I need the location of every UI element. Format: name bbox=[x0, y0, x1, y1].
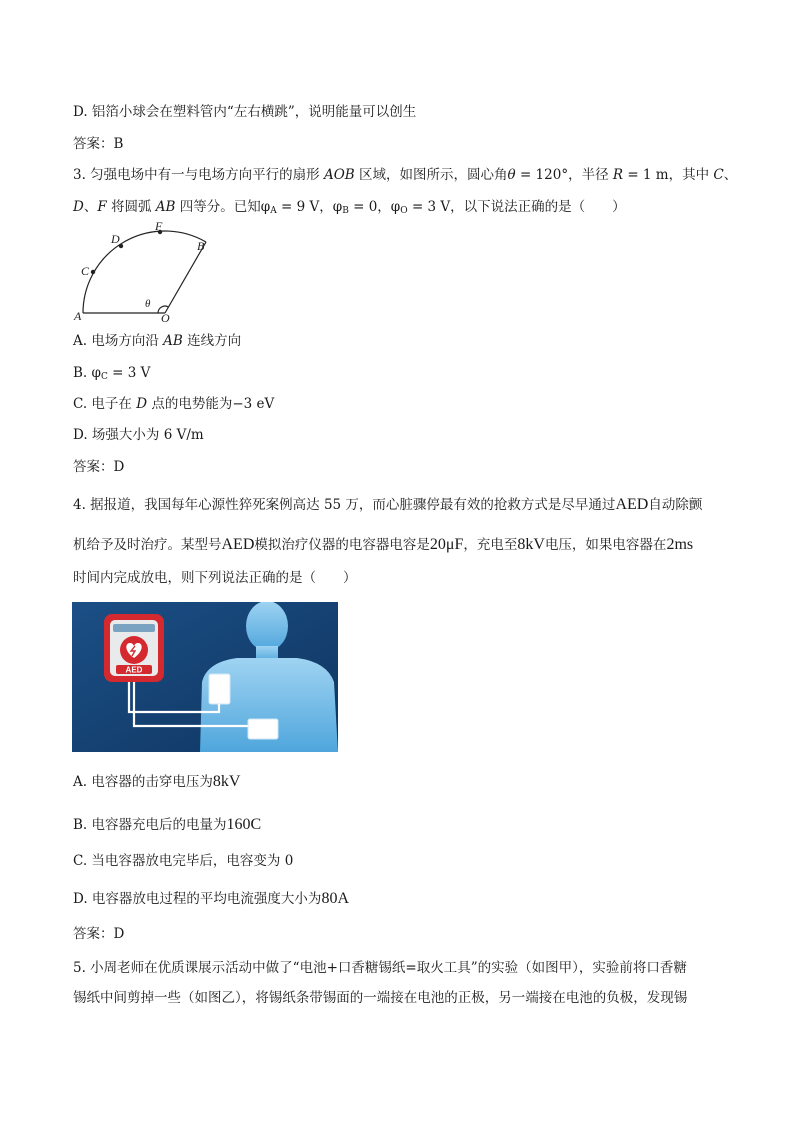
q5-stem-line1: 5. 小周老师在优质课展示活动中做了“电池+口香糖锡纸=取火工具”的实验（如图甲），实验前将口香糖 bbox=[73, 960, 687, 976]
upper-electrode-pad bbox=[209, 674, 230, 704]
q4-option-c: C. 当电容器放电完毕后，电容变为 0 bbox=[73, 853, 294, 869]
aed-illustration bbox=[72, 602, 338, 752]
q3-option-d: D. 场强大小为 6 V/m bbox=[73, 427, 204, 443]
q3-option-a: A. 电场方向沿 AB 连线方向 bbox=[73, 333, 242, 349]
q3-option-b: B. $\varphi_C = 3$ V bbox=[73, 365, 151, 382]
point-c bbox=[91, 270, 95, 274]
label-c: C bbox=[81, 264, 90, 278]
aed-device-label: AED bbox=[125, 665, 143, 675]
q4-answer: 答案：D bbox=[73, 926, 125, 942]
q3-stem-line1: 3. 匀强电场中有一与电场方向平行的扇形 AOB 区域，如图所示，圆心角θ = 120°，半径 R = 1 m，其中 C、 bbox=[73, 167, 738, 183]
q2-answer: 答案：B bbox=[73, 136, 124, 152]
q5-stem-line2: 锡纸中间剪掉一些（如图乙），将锡纸条带锡面的一端接在电池的正极，另一端接在电池的负极，发现锡 bbox=[73, 990, 688, 1006]
label-a: A bbox=[74, 309, 82, 322]
q3-answer: 答案：D bbox=[73, 459, 125, 475]
label-f: F bbox=[155, 222, 163, 233]
label-theta: θ bbox=[145, 298, 151, 310]
q4-stem-line1: 4. 据报道，我国每年心源性猝死案例高达 55 万，而心脏骤停最有效的抢救方式是尽早通过AED自动除颤 bbox=[73, 496, 703, 513]
sector-aob-figure bbox=[73, 222, 213, 322]
label-b: B bbox=[197, 239, 205, 253]
q4-option-b: B. 电容器充电后的电量为160C bbox=[73, 816, 262, 833]
label-d: D bbox=[111, 232, 120, 246]
q3-stem-line2: D、F 将圆弧 AB 四等分。已知$\varphi_A = 9$ V，$\varphi_B = 0$，$\varphi_O = 3$ V，以下说法正确的是（ ） bbox=[73, 199, 626, 216]
q3-option-c: C. 电子在 D 点的电势能为−3 eV bbox=[73, 396, 275, 412]
label-o: O bbox=[161, 311, 170, 322]
q4-stem-line2: 机给予及时治疗。某型号AED模拟治疗仪器的电容器电容是20μF，充电至8kV电压，如果电容器在2ms bbox=[73, 536, 694, 553]
lower-electrode-pad bbox=[248, 719, 278, 739]
q4-option-a: A. 电容器的击穿电压为8kV bbox=[73, 773, 241, 790]
aed-device bbox=[104, 614, 164, 682]
q2-option-d: D. 铝箔小球会在塑料管内“左右横跳”，说明能量可以创生 bbox=[73, 104, 417, 120]
q4-option-d: D. 电容器放电过程的平均电流强度大小为80A bbox=[73, 890, 349, 907]
q4-stem-line3: 时间内完成放电，则下列说法正确的是（ ） bbox=[73, 570, 357, 586]
